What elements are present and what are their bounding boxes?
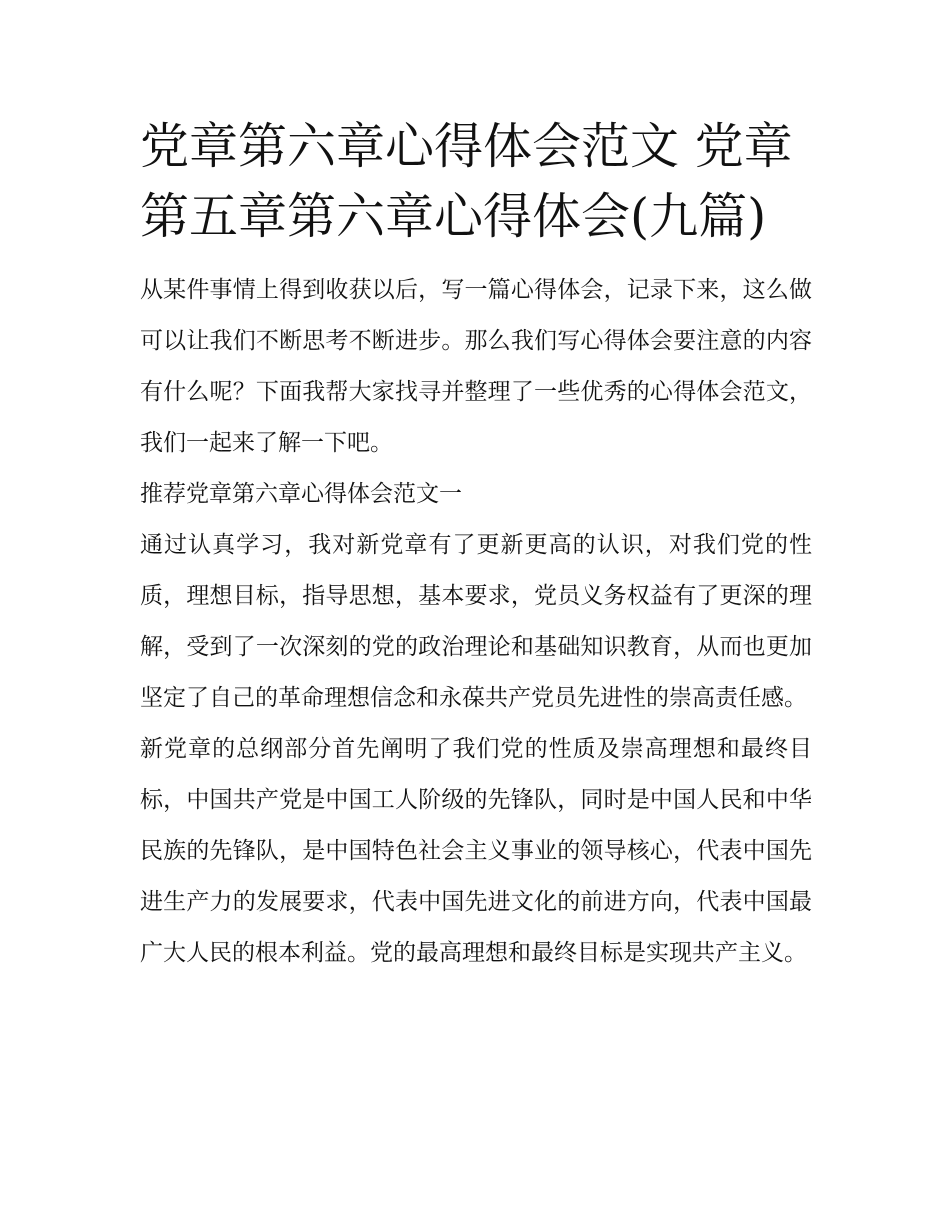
- body-paragraph: 新党章的总纲部分首先阐明了我们党的性质及崇高理想和最终目标，中国共产党是中国工人阶级的先锋队，同时是中国人民和中华民族的先锋队，是中国特色社会主义事业的领导核心，代表中国先进生产力的发展要求，代表中国先进文化的前进方向，代表中国最广大人民的根本利益。党的最高理想和最终目标是实现共产主义。: [140, 736, 812, 966]
- section-heading: 推荐党章第六章心得体会范文一: [140, 481, 462, 507]
- body-paragraph: 通过认真学习，我对新党章有了更新更高的认识，对我们党的性质，理想目标，指导思想，基本要求，党员义务权益有了更深的理解，受到了一次深刻的党的政治理论和基础知识教育，从而也更加坚定了自己的革命理想信念和永葆共产党员先进性的崇高责任感。: [140, 532, 812, 711]
- document-title: 党章第六章心得体会范文 党章第五章第六章心得体会(九篇): [140, 118, 793, 245]
- document-body: [140, 265, 812, 979]
- intro-paragraph: 从某件事情上得到收获以后，写一篇心得体会，记录下来，这么做可以让我们不断思考不断进步。那么我们写心得体会要注意的内容有什么呢？下面我帮大家找寻并整理了一些优秀的心得体会范文，我们一起来了解一下吧。: [140, 277, 812, 456]
- document-content: [140, 112, 812, 979]
